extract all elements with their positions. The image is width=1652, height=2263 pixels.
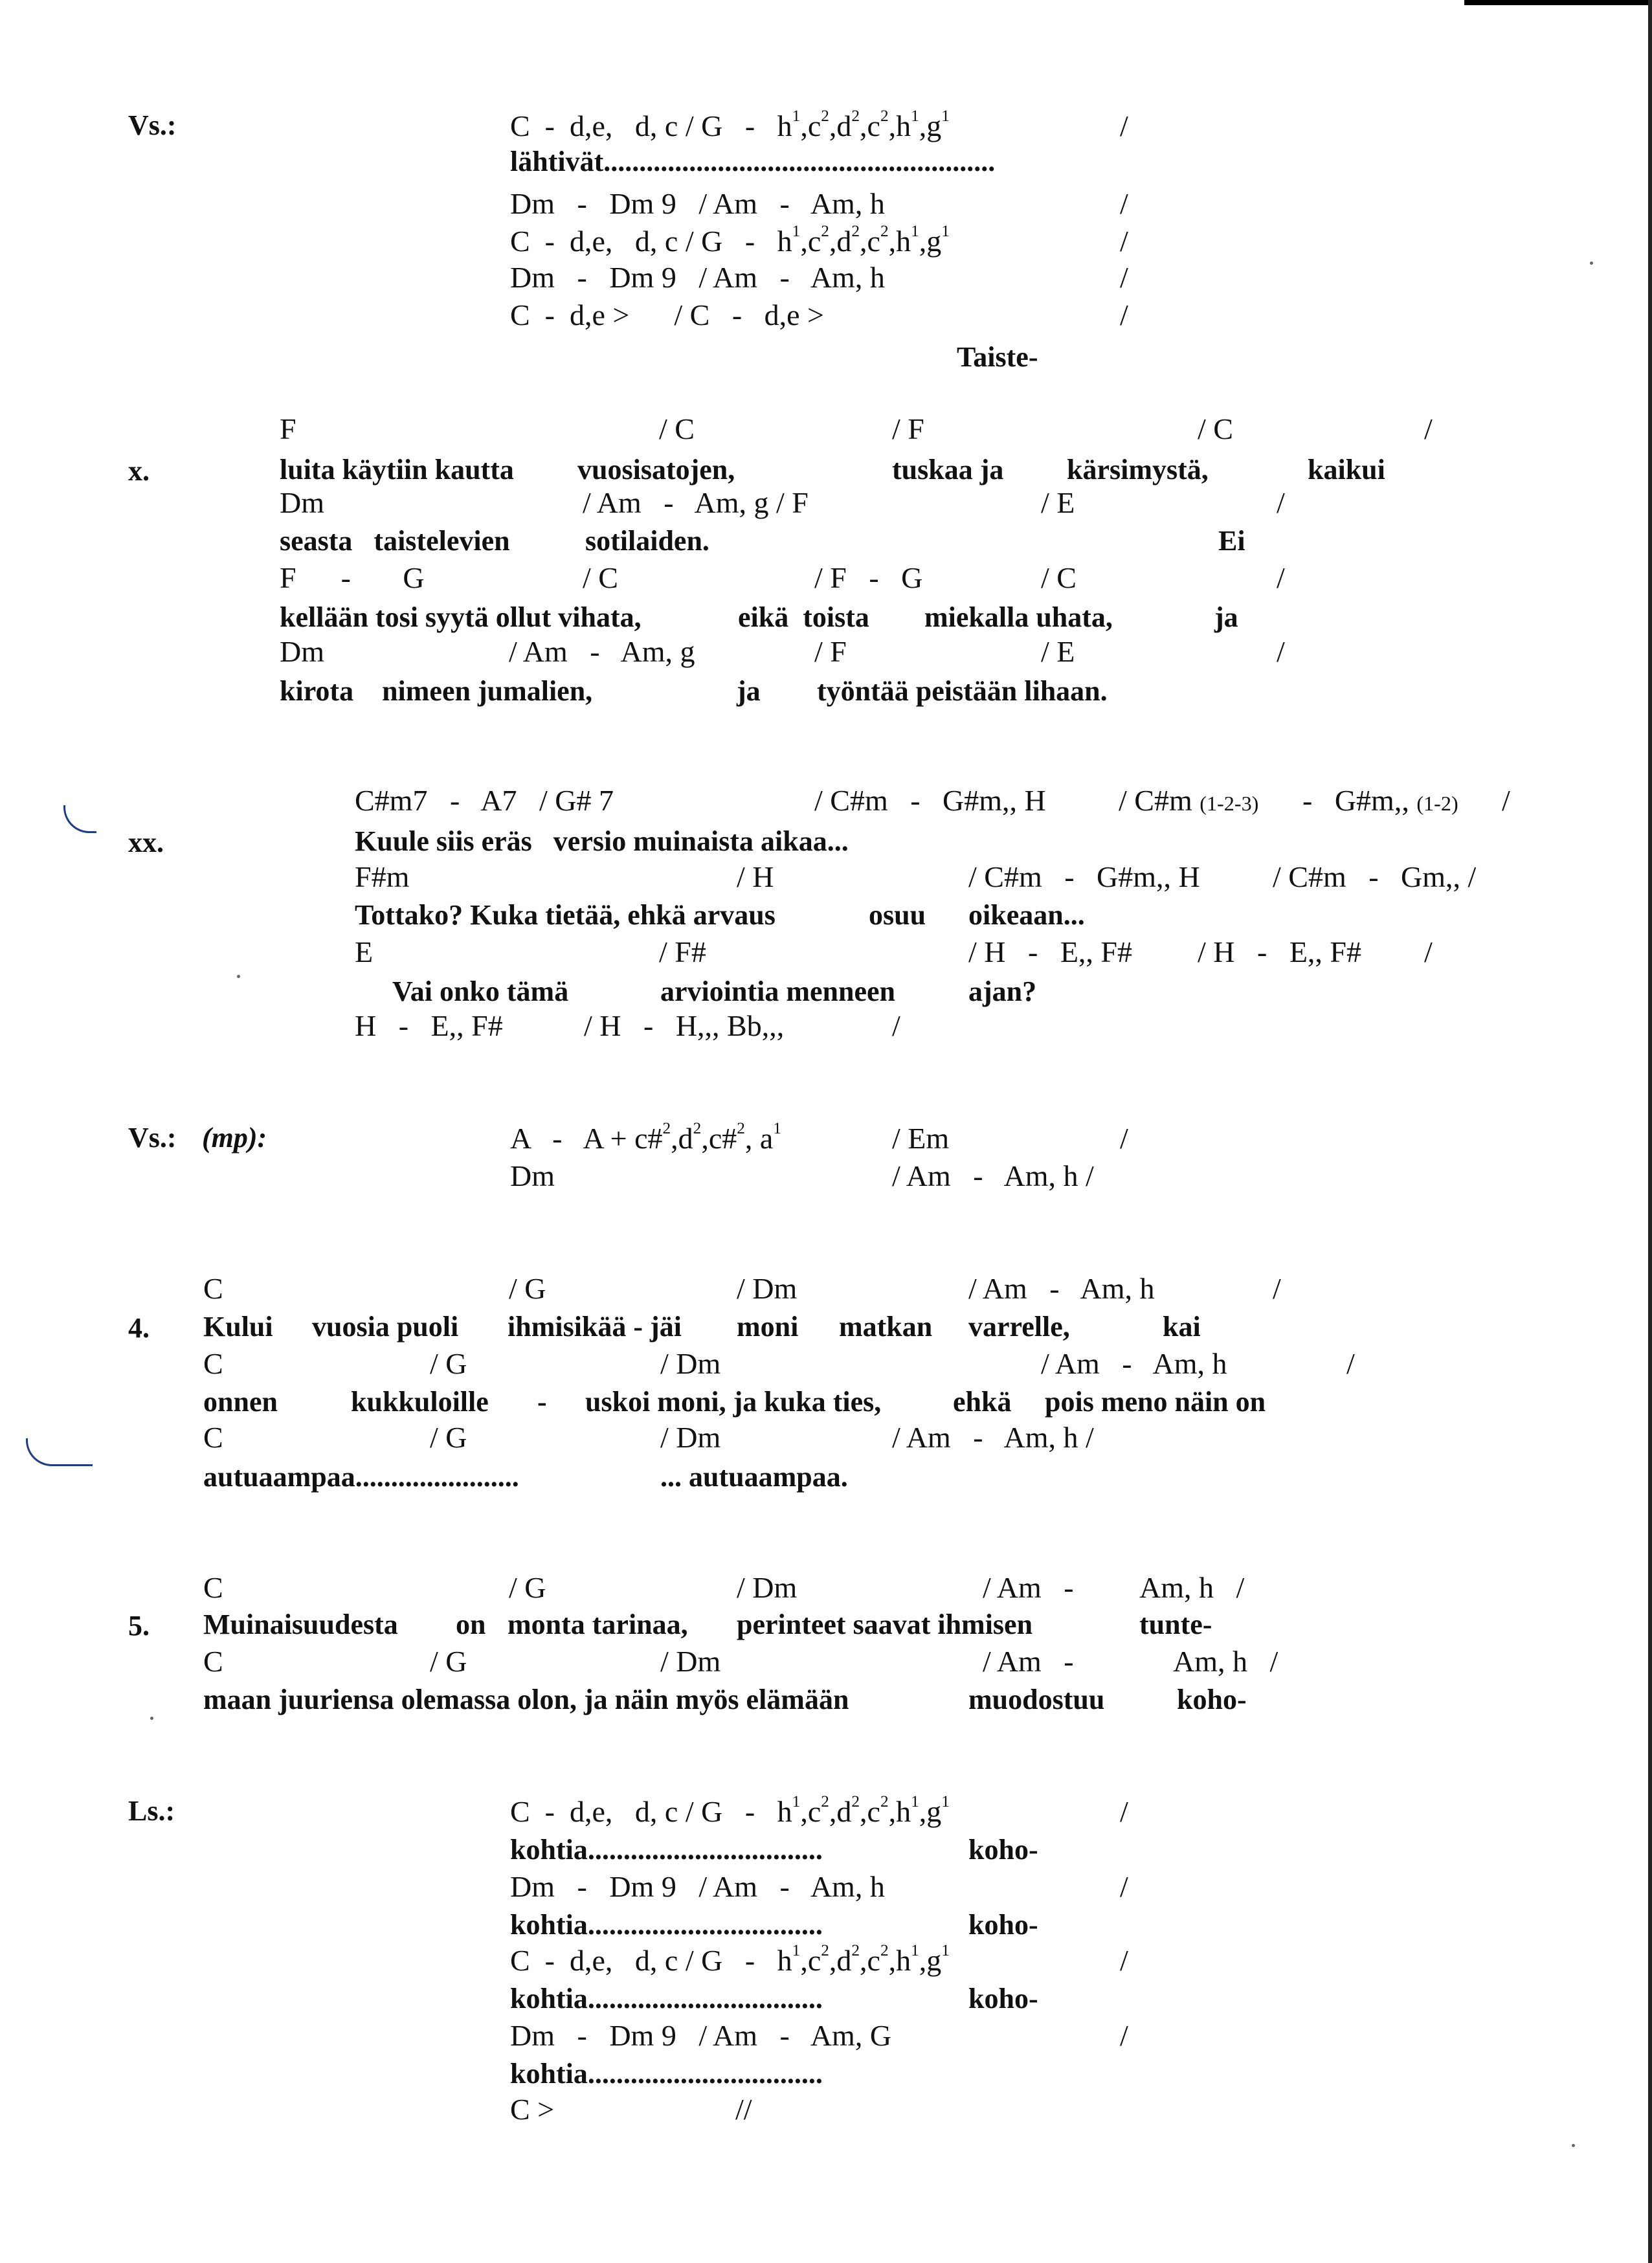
lyric-line: Taiste-: [957, 341, 1038, 373]
scan-mark: [63, 805, 96, 833]
lyric: miekalla uhata,: [924, 601, 1113, 633]
chord-line: C - d,e > / C - d,e >: [510, 298, 824, 331]
lyric: varrelle,: [968, 1311, 1070, 1343]
scan-speck: [1572, 2144, 1575, 2147]
bar-slash: /: [1120, 1944, 1128, 1977]
lyric: kai: [1163, 1311, 1201, 1343]
lyric: ... autuaampaa.: [660, 1461, 848, 1493]
lyric: eikä toista: [738, 601, 869, 633]
chord: / C#m - G#m,, H: [968, 860, 1200, 893]
bar-slash: /: [1277, 486, 1285, 519]
chord: / Am - Am, h: [968, 1272, 1155, 1305]
chord-line: Dm - Dm 9 / Am - Am, h: [510, 187, 885, 220]
chord: / H - E,, F#: [968, 935, 1132, 968]
chord: / C: [1041, 561, 1077, 594]
bar-slash: /: [1277, 635, 1285, 668]
verse-number: 4.: [128, 1312, 150, 1344]
chord: E: [355, 935, 374, 968]
lyric-line: lähtivät.......................................................: [510, 146, 996, 177]
lyric: oikeaan...: [968, 899, 1085, 931]
chord: / Dm: [660, 1421, 721, 1454]
bar-slash: /: [1120, 225, 1128, 258]
chord: / Am - Am, g / F: [583, 486, 809, 519]
chord: / Am - Am, g: [509, 635, 695, 668]
lyric: ja: [737, 675, 761, 707]
lyric: autuaampaa.......................: [203, 1461, 519, 1493]
dynamic-marking: (mp):: [202, 1122, 267, 1154]
chord-line: C - d,e, d, c / G - $h^1,c^2,d^2,c^2,h^1,g^1$: [510, 1792, 950, 1828]
lyric: arviointia menneen: [660, 975, 895, 1007]
chord: / C#m (1-2-3): [1119, 784, 1259, 817]
chord: C: [203, 1421, 223, 1454]
lyric: pois meno näin on: [1045, 1386, 1266, 1418]
lyric: kohtia.................................: [510, 1983, 823, 2014]
chord: / F: [814, 635, 847, 668]
lyric: vuosisatojen,: [577, 454, 735, 485]
bar-slash: /: [1120, 298, 1128, 331]
scan-speck: [237, 975, 240, 978]
chord: / Dm: [660, 1347, 721, 1380]
chord: / Am - Am, h: [1041, 1347, 1227, 1380]
bar-slash: /: [1346, 1347, 1355, 1380]
lyric: kohtia.................................: [510, 2058, 823, 2090]
chord: / Am - Am, h /: [892, 1421, 1094, 1454]
chord: / Am -: [983, 1645, 1074, 1678]
section-label-xx: xx.: [128, 827, 164, 858]
bar-slash: /: [1120, 109, 1128, 142]
bar-slash: /: [1424, 412, 1433, 445]
chord: / E: [1041, 486, 1075, 519]
lyric: seasta taistelevien: [280, 525, 510, 557]
lyric-line: Kuule siis eräs versio muinaista aikaa...: [355, 825, 849, 857]
lyric: monta tarinaa,: [508, 1609, 688, 1640]
bar-slash: /: [1120, 2019, 1128, 2052]
lyric: kukkuloille: [351, 1386, 489, 1418]
lyric: Vai onko tämä: [392, 975, 569, 1007]
chord: C >: [510, 2093, 555, 2126]
bar-slash: /: [1120, 1870, 1128, 1903]
lyric: vuosia puoli: [312, 1311, 459, 1343]
lyric: koho-: [968, 1834, 1038, 1866]
chord: / G: [509, 1571, 546, 1604]
lyric: kohtia.................................: [510, 1834, 823, 1866]
chord-line: Dm - Dm 9 / Am - Am, G: [510, 2019, 892, 2052]
scan-speck: [1590, 262, 1593, 265]
chord: / Em: [892, 1122, 950, 1155]
lyric: kärsimystä,: [1067, 454, 1209, 485]
lyric: ehkä: [953, 1386, 1012, 1418]
section-label-ls: Ls.:: [128, 1795, 175, 1827]
bar-slash: /: [1120, 1795, 1128, 1828]
bar-slash: /: [1502, 784, 1510, 817]
verse-number: 5.: [128, 1610, 150, 1642]
bar-slash: /: [892, 1009, 900, 1042]
bar-slash: /: [1120, 261, 1128, 294]
bar-slash: /: [1273, 1272, 1281, 1305]
bar-slash: /: [1120, 187, 1128, 220]
chord: F - G: [280, 561, 425, 594]
chord: C: [203, 1571, 223, 1604]
chord: Dm: [280, 635, 324, 668]
lyric: työntää peistään lihaan.: [817, 675, 1108, 707]
chord: / C#m - G#m,, H: [814, 784, 1046, 817]
chord: / Dm: [737, 1272, 798, 1305]
chord: F: [280, 412, 296, 445]
lyric: kohtia.................................: [510, 1909, 823, 1941]
lyric: Muinaisuudesta: [203, 1609, 398, 1640]
lyric: tuskaa ja: [892, 454, 1004, 485]
chord: / G: [430, 1645, 467, 1678]
lyric: koho-: [1177, 1684, 1247, 1715]
chord: - G#m,, (1-2): [1302, 784, 1458, 817]
chord: C: [203, 1347, 223, 1380]
chord-line: C - d,e, d, c / G - $h^1,c^2,d^2,c^2,h^1,g^1$: [510, 107, 950, 142]
chord: Dm: [280, 486, 324, 519]
chord: / F - G: [814, 561, 923, 594]
section-label-x: x.: [128, 455, 150, 487]
chord: / H - E,, F#: [1198, 935, 1361, 968]
chord: / G: [509, 1272, 546, 1305]
chord: C: [203, 1272, 223, 1305]
chord-line: C - d,e, d, c / G - $h^1,c^2,d^2,c^2,h^1,g^1$: [510, 222, 950, 258]
lyric: luita käytiin kautta: [280, 454, 514, 485]
lyric: perinteet saavat ihmisen: [737, 1609, 1033, 1640]
scan-mark: [26, 1438, 93, 1466]
final-barline: //: [735, 2093, 752, 2126]
scan-speck: [150, 1717, 153, 1720]
scan-edge-top: [1464, 0, 1652, 5]
bar-slash: /: [1277, 561, 1285, 594]
chord: / C#m - Gm,, /: [1273, 860, 1477, 893]
chord: C#m7 - A7 / G# 7: [355, 784, 614, 817]
lyric: matkan: [839, 1311, 933, 1343]
lyric: kirota nimeen jumalien,: [280, 675, 593, 707]
chord: / H - H,,, Bb,,,: [584, 1009, 785, 1042]
lyric: Tottako? Kuka tietää, ehkä arvaus: [355, 899, 776, 931]
lyric: koho-: [968, 1983, 1038, 2014]
chord: Dm: [510, 1159, 555, 1192]
chord-line: C - d,e, d, c / G - $h^1,c^2,d^2,c^2,h^1,g^1$: [510, 1941, 950, 1977]
chord-line: Dm - Dm 9 / Am - Am, h: [510, 1870, 885, 1903]
chord: / G: [430, 1347, 467, 1380]
chord: / E: [1041, 635, 1075, 668]
chord: C: [203, 1645, 223, 1678]
bar-slash: /: [1120, 1122, 1128, 1155]
chord: / Dm: [660, 1645, 721, 1678]
chord: / G: [430, 1421, 467, 1454]
chord-line: $A - A + c\#^2,d^2,c\#^2$, $a^1$: [510, 1119, 781, 1155]
chord: F#m: [355, 860, 410, 893]
lyric: maan juuriensa olemassa olon, ja näin myös elämään: [203, 1684, 849, 1715]
bar-slash: /: [1424, 935, 1433, 968]
lyric: uskoi moni, ja kuka ties,: [585, 1386, 882, 1418]
lyric: tunte-: [1139, 1609, 1212, 1640]
lyric: on: [456, 1609, 486, 1640]
lyric: sotilaiden.: [585, 525, 709, 557]
chord: / Dm: [737, 1571, 798, 1604]
chord: / F: [892, 412, 924, 445]
lyric: ja: [1214, 601, 1238, 633]
lyric: muodostuu: [968, 1684, 1105, 1715]
lyric: onnen: [203, 1386, 278, 1418]
lyric: -: [537, 1386, 547, 1418]
chord: / C: [659, 412, 695, 445]
lyric: moni: [737, 1311, 799, 1343]
chord: / F#: [659, 935, 706, 968]
lyric: ihmisikää - jäi: [508, 1311, 682, 1343]
chord: / C: [583, 561, 618, 594]
lyric: kaikui: [1308, 454, 1385, 485]
chord: Am, h /: [1139, 1571, 1245, 1604]
chord: / Am -: [983, 1571, 1074, 1604]
chord: / C: [1198, 412, 1233, 445]
section-label-vs: Vs.:: [128, 1122, 177, 1154]
lyric: kellään tosi syytä ollut vihata,: [280, 601, 642, 633]
scan-edge-right: [1648, 0, 1652, 2263]
chord: / Am - Am, h /: [892, 1159, 1094, 1192]
lyric: osuu: [869, 899, 926, 931]
chord: Am, h /: [1173, 1645, 1278, 1678]
lyric: ajan?: [968, 975, 1037, 1007]
chord: H - E,, F#: [355, 1009, 503, 1042]
section-label-vs: Vs.:: [128, 109, 177, 141]
lyric: koho-: [968, 1909, 1038, 1941]
lyric: Ei: [1218, 525, 1245, 557]
lyric: Kului: [203, 1311, 273, 1343]
chord-line: Dm - Dm 9 / Am - Am, h: [510, 261, 885, 294]
chord: / H: [737, 860, 774, 893]
